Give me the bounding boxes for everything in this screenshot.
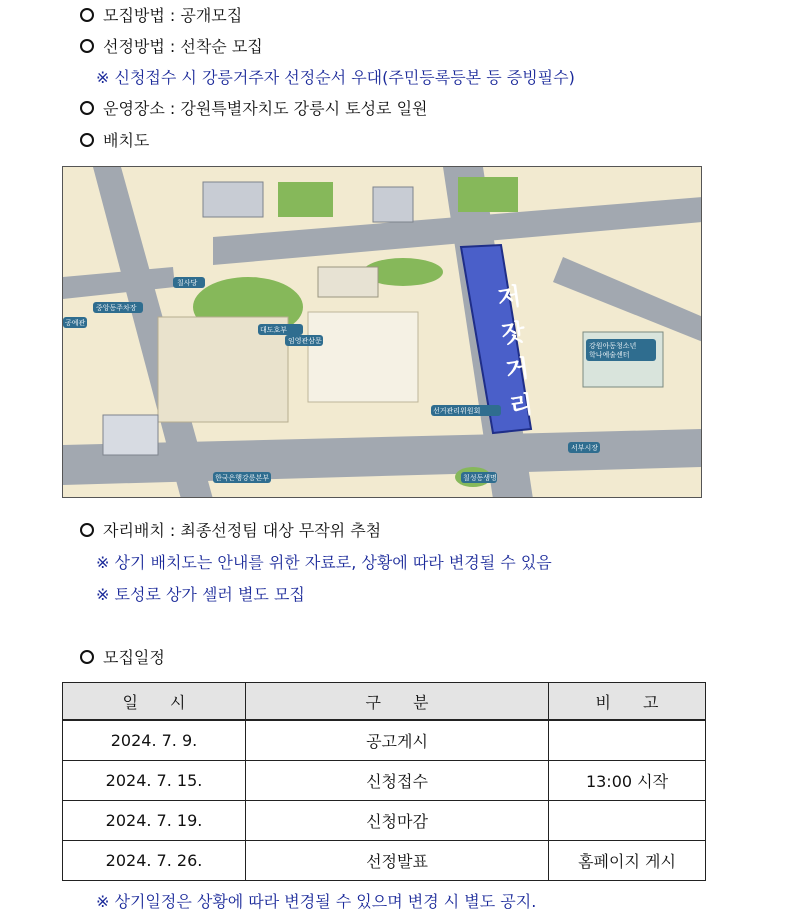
street-label-char-3: 거 [503,353,531,385]
building-north [318,267,378,297]
table-header-row [63,683,706,721]
item-seating: 자리배치 : 최종선정팀 대상 무작위 추첨 [80,521,381,541]
cell-date: 2024. 7. 15. [63,761,246,801]
item-venue: 운영장소 : 강원특별자치도 강릉시 토성로 일원 [80,99,428,119]
cell-date: 2024. 7. 19. [63,801,246,841]
place-tag-text-6: 강원아동청소년 [589,342,637,350]
circle-bullet-icon [80,133,94,147]
circle-bullet-icon [80,39,94,53]
select-method-note: ※ 신청접수 시 강릉거주자 선정순서 우대(주민등록등본 등 증빙필수) [96,68,575,87]
table-row [63,801,706,841]
item-recruit-method: 모집방법 : 공개모집 [80,6,242,26]
table-row [63,761,706,801]
place-tag-text-9: 한국은행강릉본부 [215,474,270,482]
cell-category: 신청마감 [246,801,549,841]
circle-bullet-icon [80,101,94,115]
schedule-table [62,682,706,881]
building-southwest [103,415,158,455]
table-row [63,841,706,881]
place-tag-text-3: 임영관삼문 [288,337,322,345]
header-remarks: 비 고 [549,683,706,721]
cell-category: 선정발표 [246,841,549,881]
place-tag-text-10: 서부시장 [571,444,599,452]
street-label-char-2: 잣 [499,317,527,349]
cell-date: 2024. 7. 9. [63,720,246,761]
layout-map-illustration [62,166,702,498]
green-parking-1 [278,182,333,217]
place-tag-text-4: 대도호부 [260,326,288,334]
cell-category: 공고게시 [246,720,549,761]
item-schedule: 모집일정 [80,648,165,668]
parking-lot-1 [203,182,263,217]
place-tag-text-5: 선거관리위원회 [433,407,481,415]
cell-remarks [549,720,706,761]
cell-date: 2024. 7. 26. [63,841,246,881]
place-tag-text-8: 칠성동생명 [463,474,497,482]
header-category: 구 분 [246,683,549,721]
item-select-method: 선정방법 : 선착순 모집 [80,37,263,57]
schedule-note: ※ 상기일정은 상황에 따라 변경될 수 있으며 변경 시 별도 공지. [96,892,537,911]
place-tag-text-11: 공예관 [65,319,86,327]
cell-category: 신청접수 [246,761,549,801]
place-tag-text-7: 학나예술센터 [589,351,630,359]
table-row [63,720,706,761]
cell-remarks [549,801,706,841]
seating-note-1: ※ 상기 배치도는 안내를 위한 자료로, 상황에 따라 변경될 수 있음 [96,553,552,572]
green-parking-2 [458,177,518,212]
street-label-char-4: 리 [507,389,535,421]
map-svg [63,167,702,498]
circle-bullet-icon [80,650,94,664]
place-tag-text-1: 칠사당 [177,279,198,287]
item-layout-map: 배치도 [80,131,149,151]
place-tag-text-2: 중앙동주차장 [96,304,137,312]
cell-remarks: 홈페이지 게시 [549,841,706,881]
circle-bullet-icon [80,523,94,537]
street-label-char-1: 저 [495,281,523,313]
header-date: 일 시 [63,683,246,721]
parking-lot-2 [373,187,413,222]
cell-remarks: 13:00 시작 [549,761,706,801]
gwana-compound [308,312,418,402]
circle-bullet-icon [80,8,94,22]
seating-note-2: ※ 토성로 상가 셀러 별도 모집 [96,585,305,604]
